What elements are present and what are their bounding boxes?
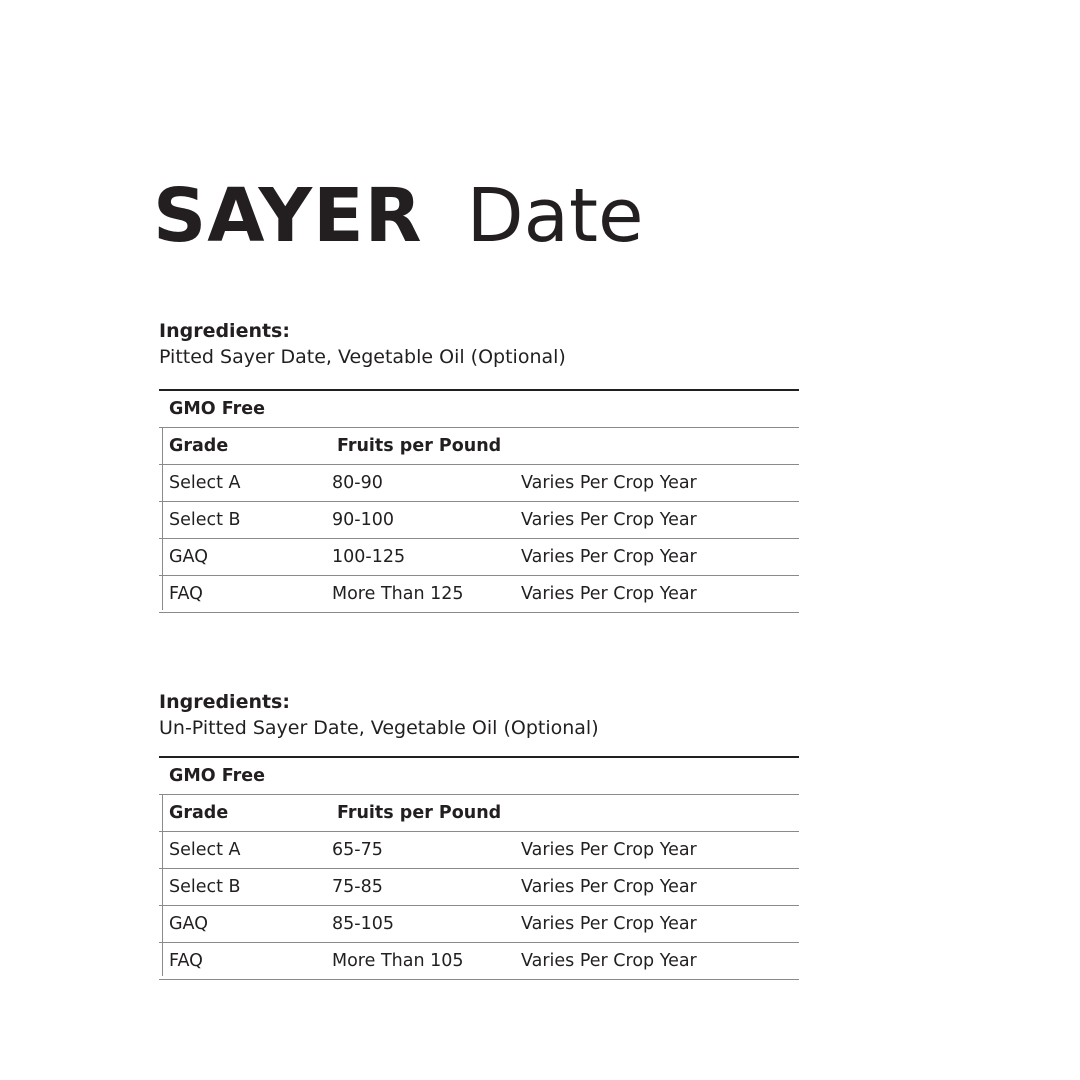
- ingredients-block-pitted: [159, 318, 799, 370]
- gmo-free-row: [159, 389, 799, 428]
- fruits-cell: 100-125: [332, 547, 406, 567]
- table-header-row: [159, 428, 799, 465]
- gmo-free-row: [159, 756, 799, 795]
- ingredients-text: Pitted Sayer Date, Vegetable Oil (Optional): [159, 346, 566, 368]
- fruits-cell: More Than 125: [332, 584, 464, 604]
- fruits-cell: 65-75: [332, 840, 383, 860]
- fruits-cell: 80-90: [332, 473, 383, 493]
- header-grade: Grade: [169, 803, 229, 823]
- note-cell: Varies Per Crop Year: [521, 877, 697, 897]
- grade-cell: FAQ: [169, 951, 203, 971]
- table-row: [159, 502, 799, 539]
- note-cell: Varies Per Crop Year: [521, 840, 697, 860]
- header-fruits-per-pound: Fruits per Pound: [337, 803, 502, 823]
- grade-cell: Select A: [169, 840, 241, 860]
- grade-cell: GAQ: [169, 914, 208, 934]
- gmo-free-label: GMO Free: [169, 399, 265, 419]
- header-grade: Grade: [169, 436, 229, 456]
- fruits-cell: 75-85: [332, 877, 383, 897]
- fruits-cell: 85-105: [332, 914, 394, 934]
- note-cell: Varies Per Crop Year: [521, 914, 697, 934]
- table-row: [159, 832, 799, 869]
- ingredients-block-unpitted: [159, 689, 799, 741]
- gmo-free-label: GMO Free: [169, 766, 265, 786]
- grade-cell: Select B: [169, 877, 241, 897]
- title-brand: SAYER: [153, 173, 423, 259]
- note-cell: Varies Per Crop Year: [521, 510, 697, 530]
- grade-cell: FAQ: [169, 584, 203, 604]
- header-fruits-per-pound: Fruits per Pound: [337, 436, 502, 456]
- table-row: [159, 465, 799, 502]
- table-row: [159, 576, 799, 613]
- column-divider: [162, 427, 163, 610]
- ingredients-label: Ingredients:: [159, 691, 290, 713]
- grade-table-pitted: [159, 389, 799, 613]
- table-header-row: [159, 795, 799, 832]
- product-title: [153, 173, 644, 259]
- table-row: [159, 869, 799, 906]
- table-row: [159, 539, 799, 576]
- ingredients-text: Un-Pitted Sayer Date, Vegetable Oil (Optional): [159, 717, 599, 739]
- column-divider: [162, 794, 163, 976]
- table-row: [159, 943, 799, 980]
- note-cell: Varies Per Crop Year: [521, 951, 697, 971]
- ingredients-label: Ingredients:: [159, 320, 290, 342]
- grade-cell: Select B: [169, 510, 241, 530]
- grade-cell: GAQ: [169, 547, 208, 567]
- note-cell: Varies Per Crop Year: [521, 547, 697, 567]
- table-row: [159, 906, 799, 943]
- fruits-cell: More Than 105: [332, 951, 464, 971]
- note-cell: Varies Per Crop Year: [521, 584, 697, 604]
- fruits-cell: 90-100: [332, 510, 394, 530]
- grade-cell: Select A: [169, 473, 241, 493]
- note-cell: Varies Per Crop Year: [521, 473, 697, 493]
- title-product: Date: [466, 173, 644, 259]
- grade-table-unpitted: [159, 756, 799, 980]
